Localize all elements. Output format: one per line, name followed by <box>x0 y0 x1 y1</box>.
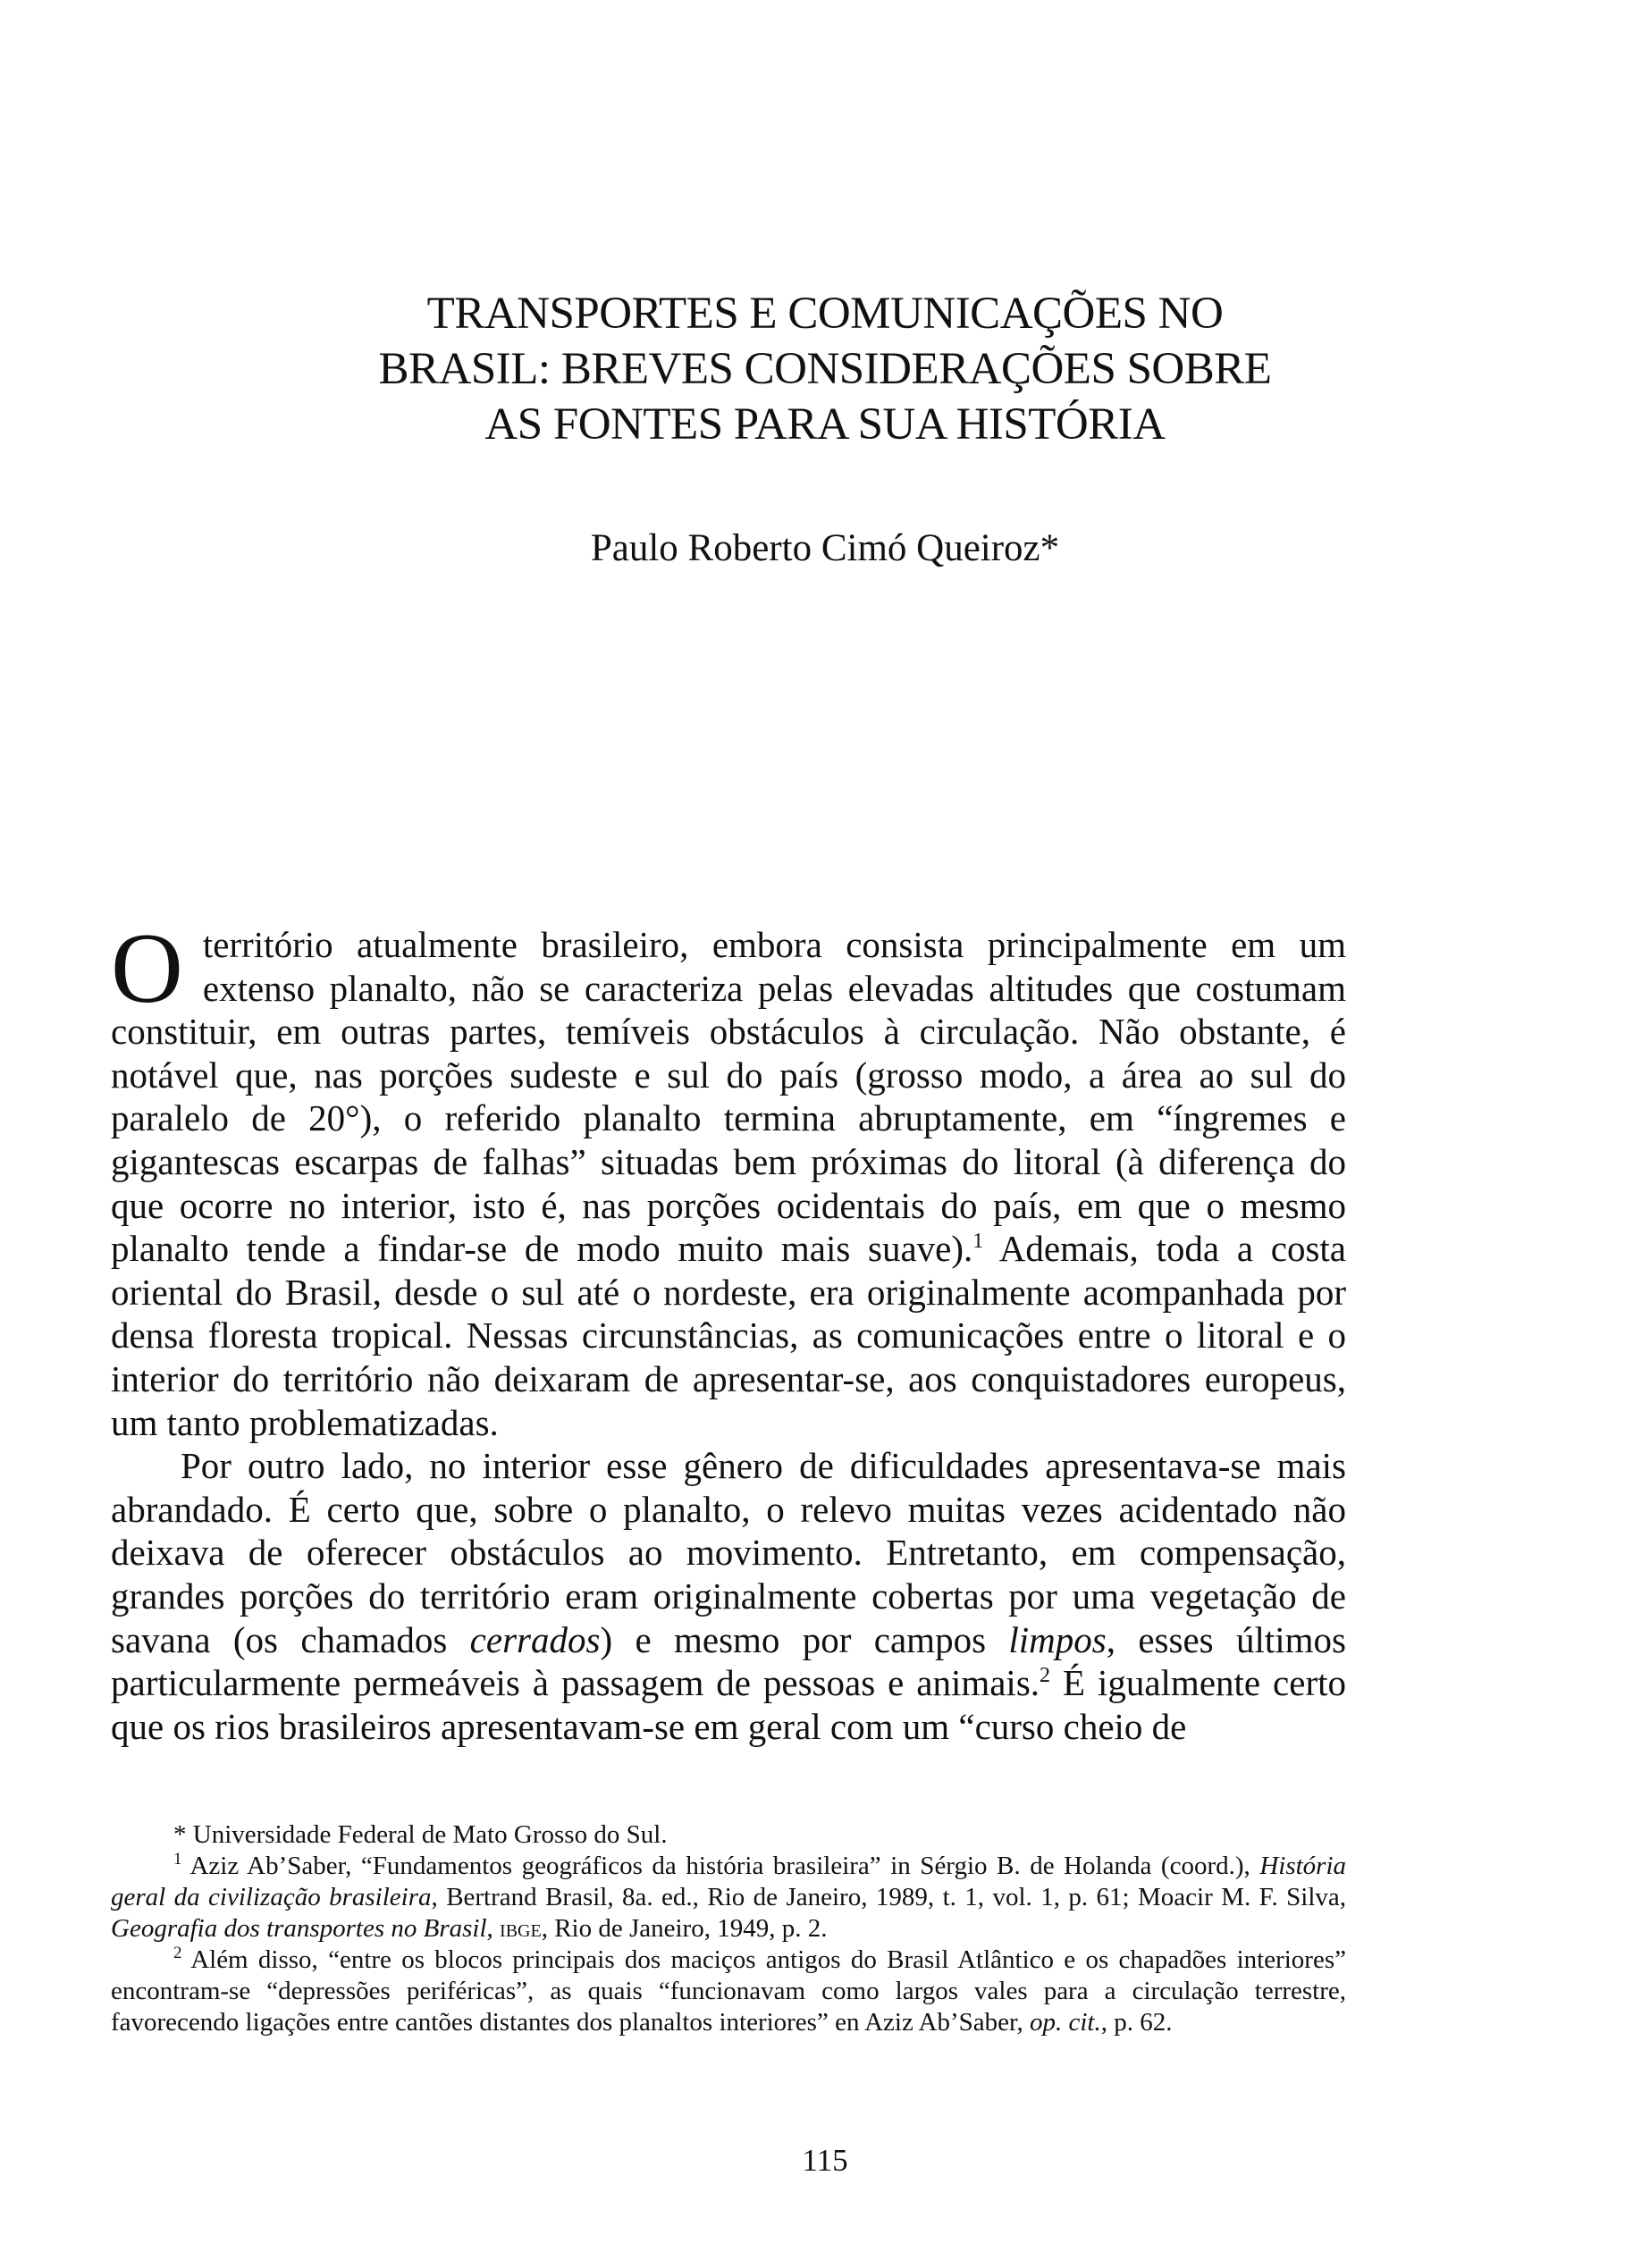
article-body <box>111 913 1347 1748</box>
footnote-1-text-a: Aziz Ab’Saber, “Fundamentos geográficos da história brasileira” in Sérgio B. de Holanda (coord.), <box>181 1852 1260 1880</box>
footnote-1-ibge: ibge <box>500 1914 542 1943</box>
footnote-2 <box>111 1945 1346 2038</box>
footnote-2-marker: 2 <box>173 1944 182 1962</box>
page-number: 115 <box>802 2143 848 2178</box>
footnote-1-italic-b: Geografia dos transportes no Brasil <box>111 1914 487 1943</box>
article-title <box>179 286 1471 452</box>
footnote-1 <box>111 1851 1346 1945</box>
title-line-1: TRANSPORTES E COMUNICAÇÕES NO <box>426 289 1224 339</box>
paragraph-2-text-a: Por outro lado, no interior esse gênero de dificuldades apresentava-se mais abrandado. É certo que, sobre o planalto, o relevo muitas vezes acidentado não deixava de oferecer obstáculos ao movimento. Entretanto, em compensação, grandes porções do território eram originalmente cobertas por uma vegetação de savana (os chamados <box>111 1445 1346 1660</box>
drop-cap: O <box>111 913 183 1024</box>
footnote-2-italic: op. cit. <box>1029 2008 1101 2037</box>
footnote-2-text-a: Além disso, “entre os blocos principais dos maciços antigos do Brasil Atlântico e os chapadões interiores” encontram-se “depressões periféricas”, as quais “funcionavam como largos vales para a circulação terrestre, favorecendo ligações entre cantões distantes dos planaltos interiores” en Aziz Ab’Saber, <box>111 1945 1346 2037</box>
paragraph-2-text-c: , esses últimos particularmente permeáveis à passagem de pessoas e animais. <box>111 1618 1346 1704</box>
paragraph-1-text: território atualmente brasileiro, embora consista principalmente em um extenso planalto, não se caracteriza pelas elevadas altitudes que costumam constituir, em outras partes, temíveis obstáculos à circulação. Não obstante, é notável que, nas porções sudeste e sul do país (grosso modo, a área ao sul do paralelo de 20°), o referido planalto termina abruptamente, em “íngremes e gigantescas escarpas de falhas” situadas bem próximas do litoral (à diferença do que ocorre no interior, isto é, nas porções ocidentais do país, em que o mesmo planalto tende a findar-se de modo muito mais suave). <box>111 924 1346 1270</box>
footnote-affiliation: * Universidade Federal de Mato Grosso do Sul. <box>173 1820 668 1849</box>
footnote-1-text-b: , Bertrand Brasil, 8a. ed., Rio de Janeiro, 1989, t. 1, vol. 1, p. 61; Moacir M. F. Silva, <box>431 1883 1346 1911</box>
footnote-ref-1: 1 <box>972 1230 984 1254</box>
paragraph-2 <box>111 1444 1346 1748</box>
author-name: Paulo Roberto Cimó Queiroz* <box>590 527 1060 569</box>
title-line-2: BRASIL: BREVES CONSIDERAÇÕES SOBRE <box>378 344 1272 394</box>
footnote-1-text-d: , Rio de Janeiro, 1949, p. 2. <box>541 1914 828 1943</box>
title-line-3: AS FONTES PARA SUA HISTÓRIA <box>484 399 1166 449</box>
italic-cerrados: cerrados <box>469 1618 601 1660</box>
paragraph-2-text-b: ) e mesmo por campos <box>600 1618 1009 1660</box>
footnote-2-text-b: , p. 62. <box>1100 2008 1173 2037</box>
footnote-1-text-c: , <box>486 1914 501 1943</box>
paragraph-2-text-d: É igualmente certo que os rios brasileiros apresentavam-se em geral com um “curso cheio de <box>111 1662 1346 1747</box>
footnotes <box>111 1819 1346 2038</box>
italic-limpos: limpos <box>1008 1618 1107 1660</box>
paragraph-1-text-cont: Ademais, toda a costa oriental do Brasil, desde o sul até o nordeste, era originalmente acompanhada por densa floresta tropical. Nessas circunstâncias, as comunicações entre o litoral e o interior do território não deixaram de apresentar-se, aos conquistadores europeus, um tanto problematizadas. <box>111 1228 1347 1443</box>
footnote-ref-2: 2 <box>1040 1664 1051 1688</box>
footnote-1-marker: 1 <box>173 1850 182 1869</box>
paragraph-1 <box>111 913 1347 1444</box>
footnote-1-italic-a: História geral da civilização brasileira <box>111 1852 1346 1911</box>
